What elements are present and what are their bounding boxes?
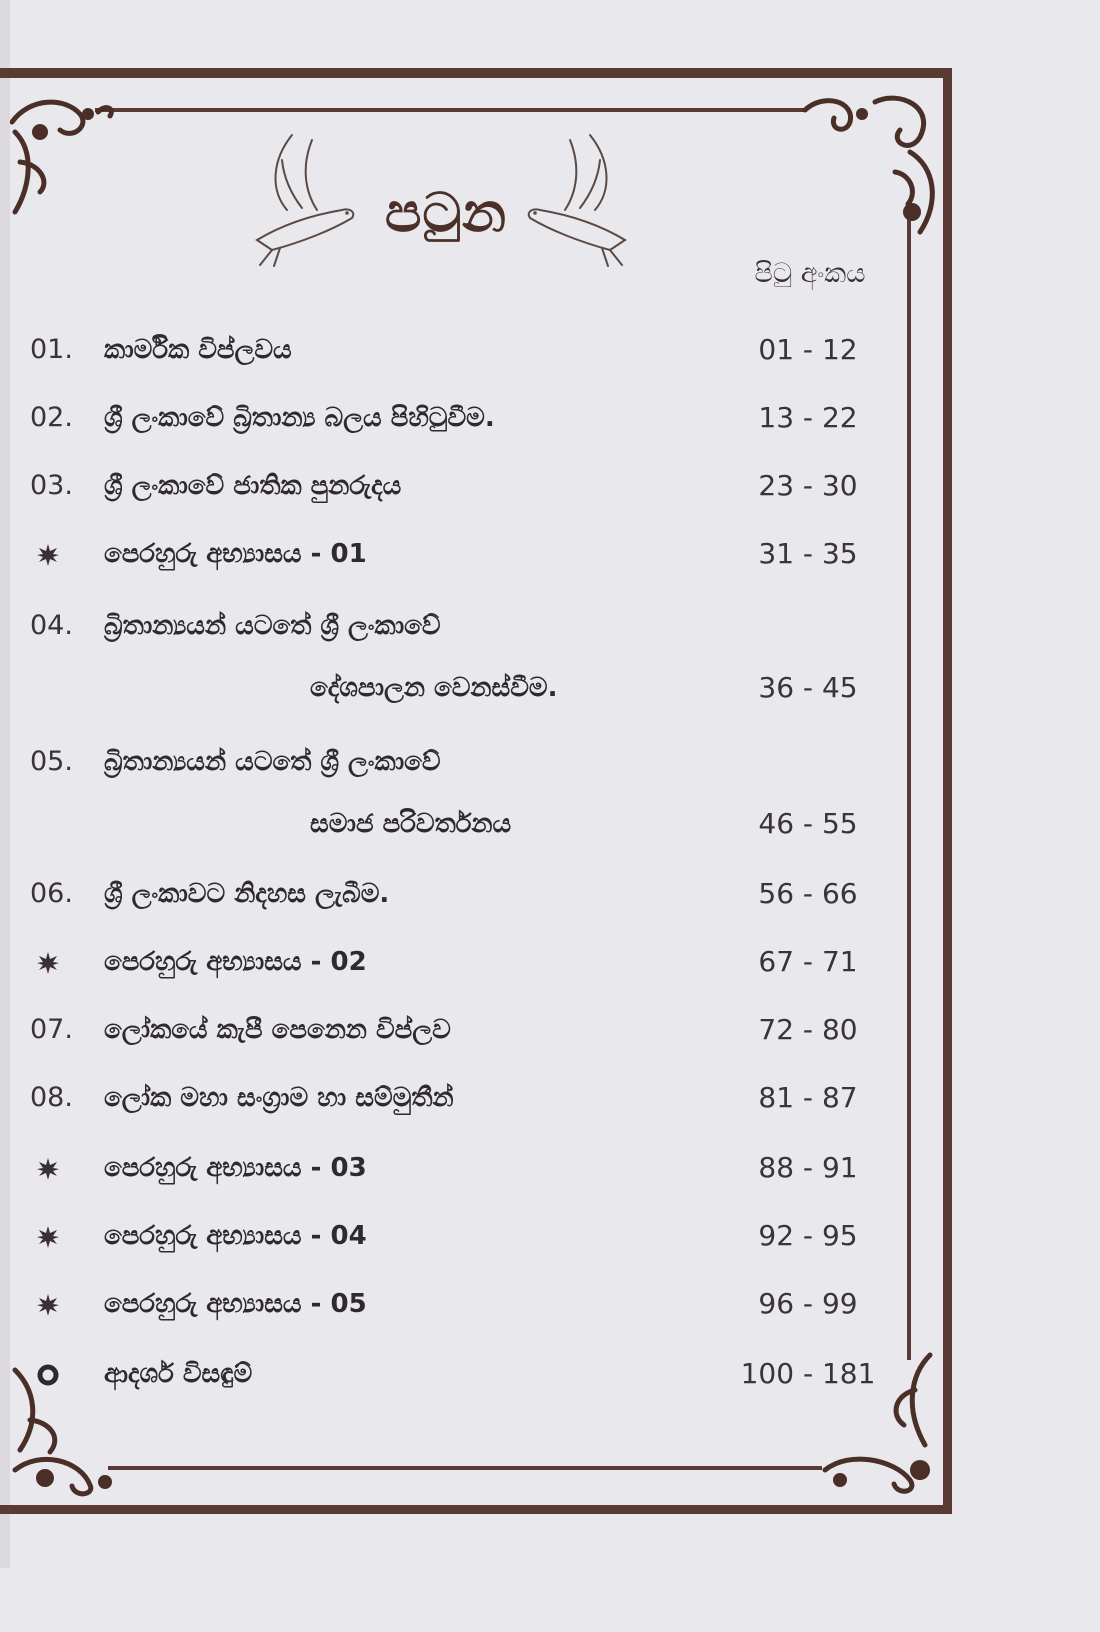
chapter-title: ශ්‍රී ලංකාවට නිදහස ලැබීම.: [104, 879, 390, 909]
chapter-title-continuation: සමාජ පරිවර්තනය: [310, 809, 512, 839]
chapter-number: 03.: [30, 470, 73, 501]
toc-row: [0, 1144, 900, 1192]
toc-row: [0, 738, 900, 786]
chapter-number: 08.: [30, 1082, 73, 1113]
ornament-top-left-icon: [10, 92, 120, 232]
page-range: 88 - 91: [758, 1151, 858, 1184]
page-range: 31 - 35: [758, 537, 858, 570]
star-bullet-icon: [36, 1293, 60, 1317]
chapter-number: 05.: [30, 746, 73, 777]
toc-row: [0, 1006, 900, 1054]
page-range: 36 - 45: [758, 671, 858, 704]
page-range: 13 - 22: [758, 401, 858, 434]
page-range: [738, 602, 878, 650]
star-bullet-icon: [36, 951, 60, 975]
page-range: 72 - 80: [758, 1013, 858, 1046]
page-range: 67 - 71: [758, 945, 858, 978]
star-bullet-icon: [36, 1157, 60, 1181]
dove-left-icon: [252, 130, 362, 274]
toc-row: [0, 530, 900, 578]
chapter-number: 04.: [30, 610, 73, 641]
page-range: 56 - 66: [758, 877, 858, 910]
toc-row: [0, 1280, 900, 1328]
toc-row: [0, 938, 900, 986]
toc-row: [0, 462, 900, 510]
toc-row: [0, 326, 900, 374]
toc-row-continuation: [0, 664, 900, 712]
chapter-title: බ්‍රිතාන්‍යයන් යටතේ ශ්‍රී ලංකාවේ: [104, 747, 441, 777]
chapter-number: 07.: [30, 1014, 73, 1045]
chapter-title: ශ්‍රී ලංකාවේ බ්‍රිතාන්‍ය බලය පිහිටුවීම.: [104, 403, 495, 433]
frame-border-top: [0, 68, 952, 78]
toc-row: [0, 1212, 900, 1260]
chapter-title: බ්‍රිතාන්‍යයන් යටතේ ශ්‍රී ලංකාවේ: [104, 611, 441, 641]
toc-row: [0, 1350, 900, 1398]
exercise-title: පෙරහුරු අභ්‍යාසය - 04: [104, 1221, 367, 1251]
ornament-top-right-icon: [800, 92, 945, 242]
chapter-number: 02.: [30, 402, 73, 433]
page-range: 46 - 55: [758, 807, 858, 840]
toc-row: [0, 1074, 900, 1122]
page-range: [738, 738, 878, 786]
toc-row: [0, 394, 900, 442]
chapter-number: 01.: [30, 334, 73, 365]
model-answers-title: ආදර්ශ විසඳුම්: [104, 1359, 253, 1389]
toc-row: [0, 870, 900, 918]
ring-bullet-icon: [36, 1363, 60, 1387]
star-bullet-icon: [36, 1225, 60, 1249]
page-range: 100 - 181: [740, 1357, 876, 1390]
page-range: 01 - 12: [758, 333, 858, 366]
inner-border-right: [907, 210, 911, 1360]
chapter-title: කාර්මික විප්ලවය: [104, 335, 292, 365]
inner-border-bottom: [108, 1466, 822, 1470]
toc-row: [0, 602, 900, 650]
exercise-title: පෙරහුරු අභ්‍යාසය - 03: [104, 1153, 367, 1183]
dove-right-icon: [520, 130, 630, 274]
page-range: 81 - 87: [758, 1081, 858, 1114]
page-range: 96 - 99: [758, 1287, 858, 1320]
page-number-column-header: පිටු අංකය: [754, 258, 866, 289]
chapter-title: ලෝකයේ කැපී පෙනෙන විප්ලව: [104, 1015, 451, 1045]
chapter-title: ලෝක මහා සංග්‍රාම හා සම්මුතීන්: [104, 1083, 454, 1113]
page-range: 92 - 95: [758, 1219, 858, 1252]
inner-border-top: [95, 108, 807, 112]
page-title: පටුන: [384, 181, 508, 244]
page-range: 23 - 30: [758, 469, 858, 502]
exercise-title: පෙරහුරු අභ්‍යාසය - 01: [104, 539, 367, 569]
chapter-title: ශ්‍රී ලංකාවේ ජාතික පුනරුදය: [104, 471, 402, 501]
star-bullet-icon: [36, 543, 60, 567]
exercise-title: පෙරහුරු අභ්‍යාසය - 05: [104, 1289, 367, 1319]
exercise-title: පෙරහුරු අභ්‍යාසය - 02: [104, 947, 367, 977]
toc-row-continuation: [0, 800, 900, 848]
chapter-title-continuation: දේශපාලන වෙනස්වීම.: [310, 673, 558, 703]
chapter-number: 06.: [30, 878, 73, 909]
frame-border-bottom: [0, 1505, 952, 1514]
frame-border-right: [943, 68, 952, 1514]
